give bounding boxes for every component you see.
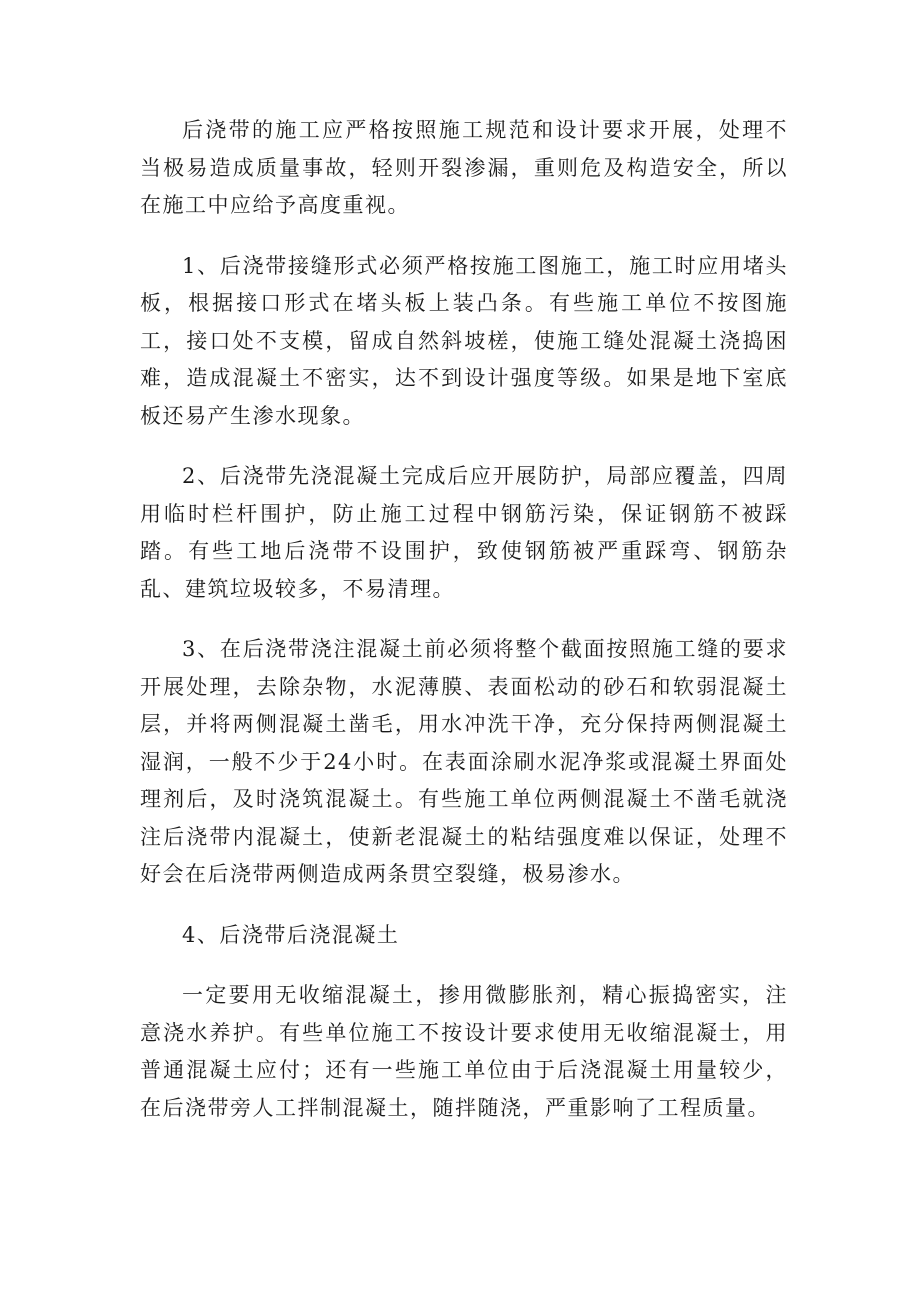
item-2-paragraph: 2、后浇带先浇混凝土完成后应开展防护，局部应覆盖，四周用临时栏杆围护，防止施工过程中钢筋污染，保证钢筋不被踩踏。有些工地后浇带不设围护，致使钢筋被严重踩弯、钢筋杂乱、建筑垃圾较多，不易清理。 [140, 464, 788, 601]
item-3-paragraph: 3、在后浇带浇注混凝土前必须将整个截面按照施工缝的要求开展处理，去除杂物，水泥薄膜、表面松动的砂石和软弱混凝土层，并将两侧混凝土凿毛，用水冲洗干净，充分保持两侧混凝土湿润，一般不少于24小时。在表面涂刷水泥净浆或混凝土界面处理剂后，及时浇筑混凝土。有些施工单位两侧混凝土不凿毛就浇注后浇带内混凝土，使新老混凝土的粘结强度难以保证，处理不好会在后浇带两侧造成两条贯空裂缝，极易渗水。 [140, 637, 788, 886]
item-4-paragraph: 一定要用无收缩混凝土，掺用微膨胀剂，精心振捣密实，注意浇水养护。有些单位施工不按设计要求使用无收缩混凝士，用普通混凝土应付；还有一些施工单位由于后浇混凝土用量较少，在后浇带旁人工拌制混凝土，随拌随浇，严重影响了工程质量。 [140, 983, 788, 1120]
item-1-paragraph: 1、后浇带接缝形式必须严格按施工图施工，施工时应用堵头板，根据接口形式在堵头板上装凸条。有些施工单位不按图施工，接口处不支模，留成自然斜坡槎，使施工缝处混凝土浇捣困难，造成混凝土不密实，达不到设计强度等级。如果是地下室底板还易产生渗水现象。 [140, 253, 788, 428]
document-page [140, 112, 788, 1150]
item-4-heading: 4、后浇带后浇混凝土 [182, 922, 400, 947]
intro-paragraph: 后浇带的施工应严格按照施工规范和设计要求开展，处理不当极易造成质量事故，轻则开裂渗漏，重则危及构造安全，所以在施工中应给予高度重视。 [140, 118, 788, 217]
